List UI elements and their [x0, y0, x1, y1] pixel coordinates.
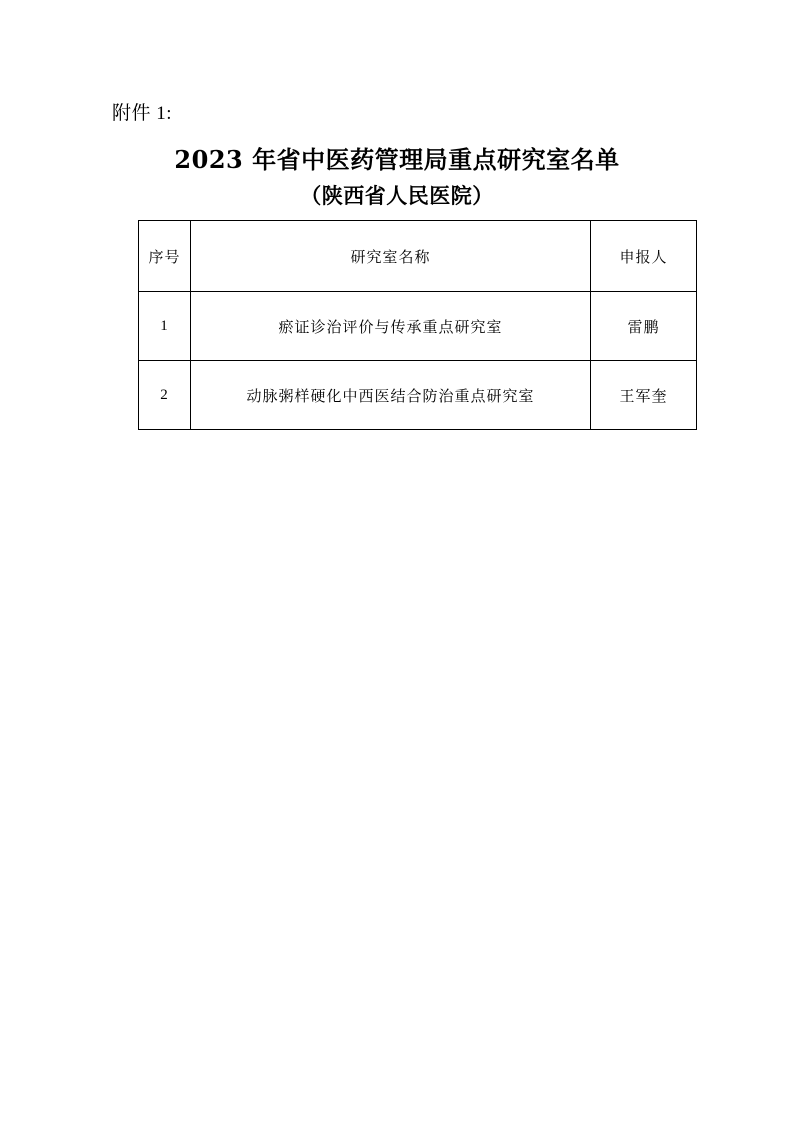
table-header-row: [139, 221, 697, 292]
cell-applicant: 王军奎: [591, 361, 697, 430]
cell-room-name: 动脉粥样硬化中西医结合防治重点研究室: [191, 361, 591, 430]
research-room-table-wrapper: [138, 220, 696, 430]
cell-index: 1: [139, 292, 191, 361]
cell-index: 2: [139, 361, 191, 430]
table-row: [139, 292, 697, 361]
column-header-person: 申报人: [591, 221, 697, 292]
cell-room-name: 瘀证诊治评价与传承重点研究室: [191, 292, 591, 361]
cell-applicant: 雷鹏: [591, 292, 697, 361]
research-room-table: [138, 220, 697, 430]
column-header-index: 序号: [139, 221, 191, 292]
page-subtitle: （陕西省人民医院）: [300, 183, 494, 208]
column-header-name: 研究室名称: [191, 221, 591, 292]
page-title: 2023 年省中医药管理局重点研究室名单: [174, 145, 620, 174]
attachment-label: 附件 1:: [112, 103, 173, 124]
table-row: [139, 361, 697, 430]
